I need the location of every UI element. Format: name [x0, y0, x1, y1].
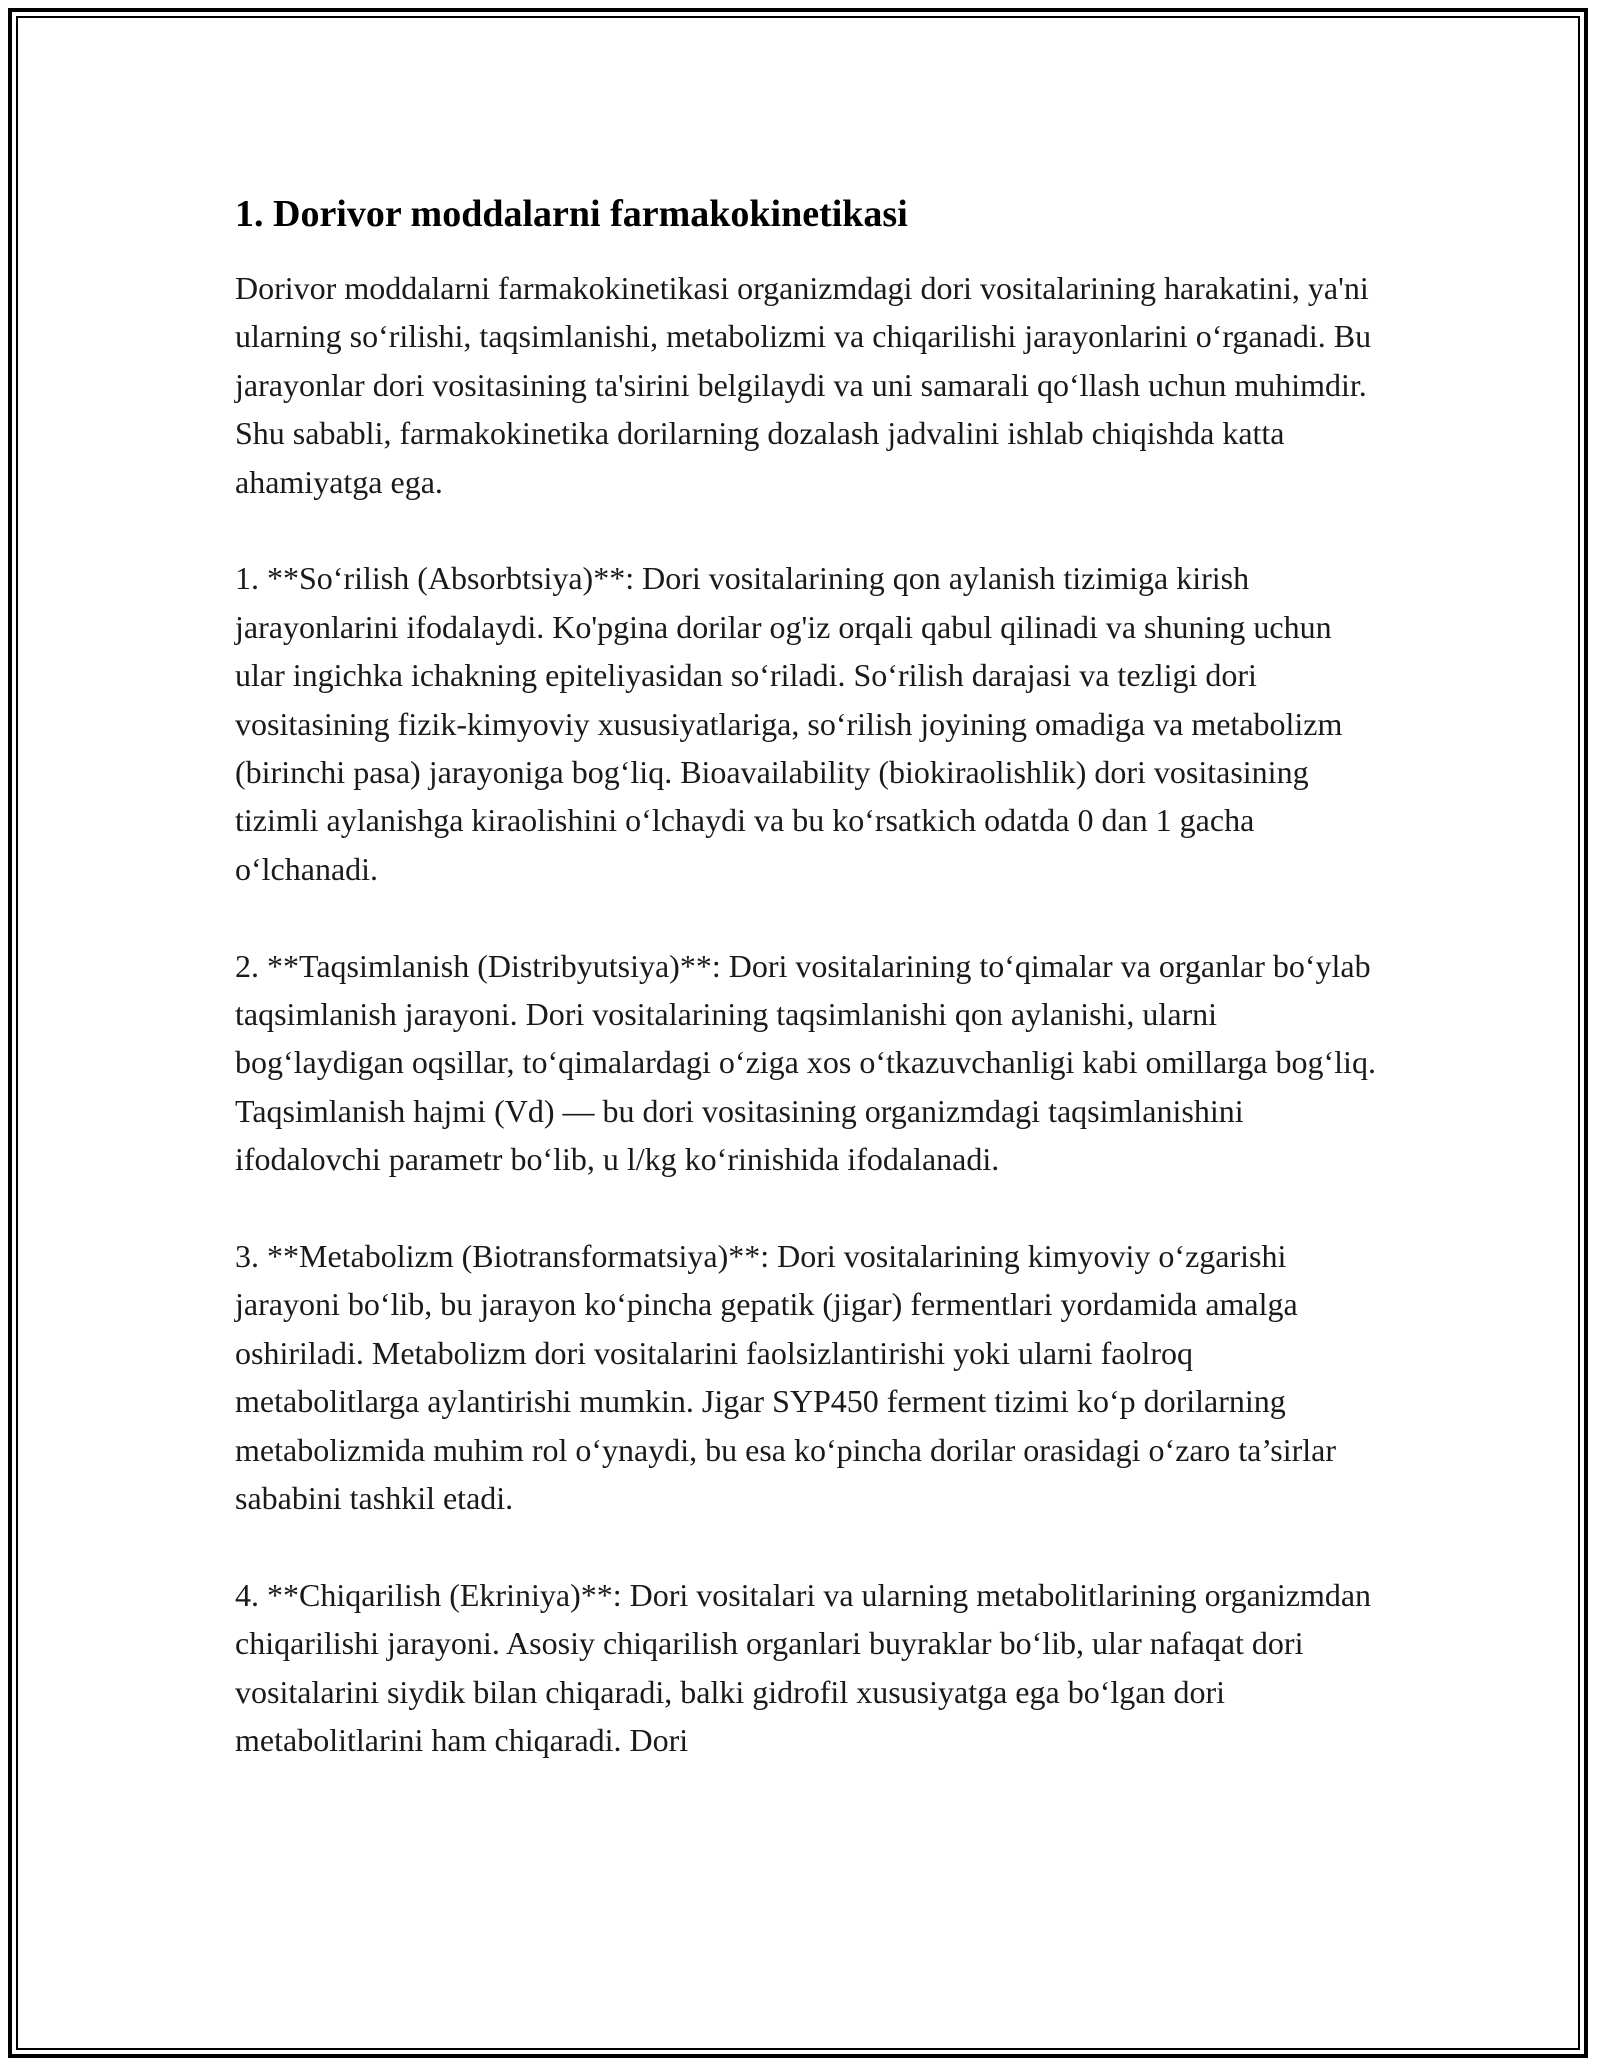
document-title: 1. Dorivor moddalarni farmakokinetikasi	[235, 193, 908, 235]
metabolism-paragraph: 3. **Metabolizm (Biotransformatsiya)**: Dori vositalarining kimyoviy o‘zgarishi jarayoni bo‘lib, bu jarayon ko‘pincha gepatik (jigar) fermentlari yordamida amalga oshiriladi. Metabolizm dori vositalarini faolsizlantirishi yoki ularni faolroq metabolitlarga aylantirishi mumkin. Jigar SYP450 ferment tizimi ko‘p dorilarning metabolizmida muhim rol o‘ynaydi, bu esa ko‘pincha dorilar orasidagi o‘zaro ta’sirlar sababini tashkil etadi.	[235, 1238, 1336, 1517]
excretion-paragraph: 4. **Chiqarilish (Ekriniya)**: Dori vositalari va ularning metabolitlarining organizmdan chiqarilishi jarayoni. Asosiy chiqarilish organlari buyraklar bo‘lib, ular nafaqat dori vositalarini siydik bilan chiqaradi, balki gidrofil xususiyatga ega bo‘lgan dori metabolitlarini ham chiqaradi. Dori	[235, 1576, 1372, 1759]
intro-paragraph: Dorivor moddalarni farmakokinetikasi organizmdagi dori vositalarining harakatini, ya'ni ularning so‘rilishi, taqsimlanishi, metabolizmi va chiqarilishi jarayonlarini o‘rganadi. Bu jarayonlar dori vositasining ta'sirini belgilaydi va uni samarali qo‘llash uchun muhimdir. Shu sababli, farmakokinetika dorilarning dozalash jadvalini ishlab chiqishda katta ahamiyatga ega.	[235, 270, 1372, 500]
distribution-paragraph: 2. **Taqsimlanish (Distribyutsiya)**: Dori vositalarining to‘qimalar va organlar bo‘ylab taqsimlanish jarayoni. Dori vositalarining taqsimlanishi qon aylanishi, ularni bog‘laydigan oqsillar, to‘qimalardagi o‘ziga xos o‘tkazuvchanligi kabi omillarga bog‘liq. Taqsimlanish hajmi (Vd) — bu dori vositasining organizmdagi taqsimlanishini ifodalovchi parametr bo‘lib, u l/kg ko‘rinishida ifodalanadi.	[235, 947, 1376, 1178]
document-body	[235, 186, 1385, 1765]
absorption-paragraph: 1. **So‘rilish (Absorbtsiya)**: Dori vositalarining qon aylanish tizimiga kirish jarayonlarini ifodalaydi. Ko'pgina dorilar og'iz orqali qabul qilinadi va shuning uchun ular ingichka ichakning epiteliyasidan so‘riladi. So‘rilish darajasi va tezligi dori vositasining fizik-kimyoviy xususiyatlariga, so‘rilish joyining omadiga va metabolizm (birinchi pasa) jarayoniga bog‘liq. Bioavailability (biokiraolishlik) dori vositasining tizimli aylanishga kiraolishini o‘lchaydi va bu ko‘rsatkich odatda 0 dan 1 gacha o‘lchanadi.	[235, 560, 1343, 887]
